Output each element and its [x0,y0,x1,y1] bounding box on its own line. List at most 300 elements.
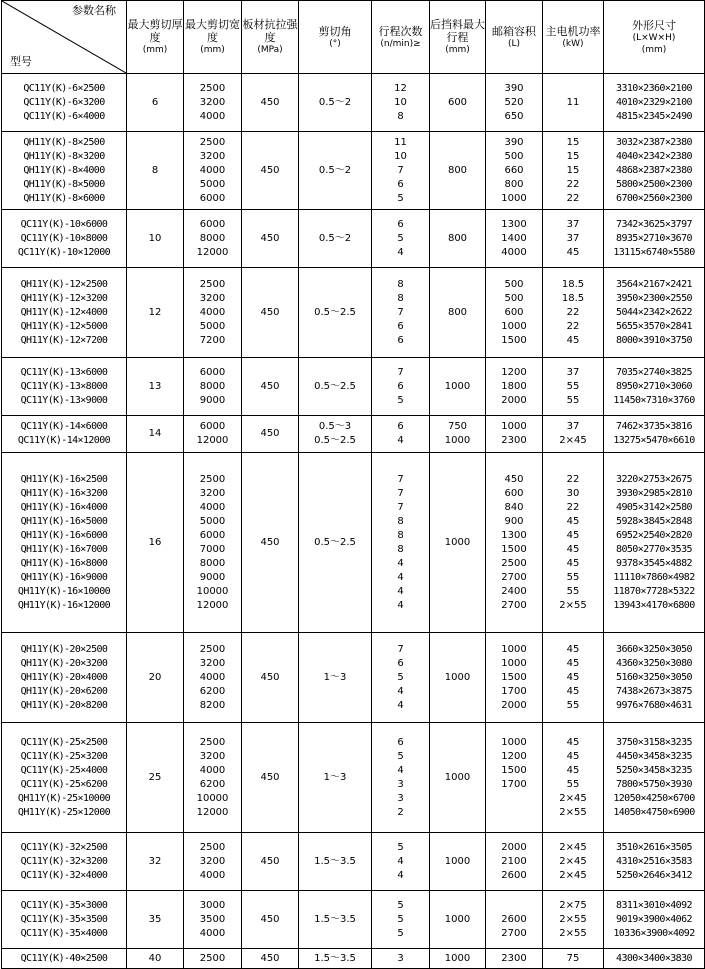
width-cell-line: 3200 [199,855,226,867]
model-cell [2,416,127,453]
model-cell-line: QH11Y(K)-16×2500 [20,473,108,485]
thickness-cell: 12 [127,268,184,358]
header-thickness: 最大剪切厚度 (mm) [127,1,184,74]
tank-cell-line: 2400 [501,585,527,597]
header-corner [2,1,127,74]
angle-cell [299,74,372,132]
backgauge-cell [430,723,486,833]
tank-cell-line: 900 [504,515,524,527]
model-cell-line: QH11Y(K)-8×6000 [23,192,105,204]
model-cell-line: QH11Y(K)-20×8200 [20,699,108,711]
model-cell-line: QH11Y(K)-12×2500 [20,278,108,290]
strength-cell: 450 [242,891,299,949]
strokes-cell [372,633,430,723]
strokes-cell-line: 6 [397,421,404,432]
strokes-cell-line: 3 [397,792,404,804]
table-row [2,723,705,833]
model-cell-line: QC11Y(K)-32×3200 [20,855,108,867]
width-cell-line: 2500 [199,643,226,655]
dims-cell-line: 11870×7728×5322 [613,585,695,597]
dims-cell [604,74,705,132]
dims-cell-line: 4310×2516×3583 [616,855,692,867]
tank-cell-line: 2500 [501,557,527,569]
backgauge-cell-line: 1000 [444,435,471,446]
strokes-cell-line: 8 [397,278,404,290]
strokes-cell-line: 5 [397,671,404,683]
thickness-cell: 14 [127,416,184,453]
width-cell-line: 3200 [199,657,226,669]
angle-cell-line: 0.5～2 [318,96,352,108]
tank-cell-line: 1700 [501,778,527,790]
strokes-cell-line: 4 [397,685,404,697]
angle-cell [299,949,372,969]
model-cell-line: QC11Y(K)-25×2500 [20,736,108,748]
width-cell-line: 7200 [199,334,226,346]
width-cell [184,268,242,358]
power-cell-line: 2×45 [559,841,587,853]
power-cell-line: 55 [566,699,580,711]
strokes-cell-line: 6 [397,334,404,346]
model-cell-line: QH11Y(K)-16×12000 [17,599,111,611]
dims-cell [604,416,705,453]
header-strokes: 行程次数 (n/min)≥ [372,1,430,74]
header-width: 最大剪切宽度 (mm) [184,1,242,74]
model-cell-line: QH11Y(K)-8×5000 [23,178,105,190]
strokes-cell-line: 7 [397,501,404,513]
strength-cell: 450 [242,633,299,723]
power-cell [543,633,604,723]
strokes-cell [372,453,430,633]
header-strength: 板材抗拉强度 (MPa) [242,1,299,74]
tank-cell-line: 600 [504,306,524,318]
tank-cell-line: 1000 [501,192,527,204]
tank-cell-line: 1000 [501,320,527,332]
strokes-cell-line: 4 [397,557,404,569]
table-row [2,74,705,132]
strokes-cell [372,210,430,268]
angle-cell [299,891,372,949]
tank-cell-line: 2700 [501,599,527,611]
strength-cell: 450 [242,132,299,210]
strokes-cell-line: 6 [397,657,404,669]
model-cell-line: QC11Y(K)-10×12000 [17,246,111,258]
backgauge-cell-line: 800 [447,164,468,176]
strokes-cell [372,416,430,453]
backgauge-cell-line: 750 [447,421,468,432]
angle-cell-line: 0.5～2.5 [314,380,356,392]
width-cell [184,949,242,969]
param-name-label: 参数名称 [72,4,116,17]
tank-cell-line: 2100 [501,855,527,867]
model-cell-line: QH11Y(K)-16×6000 [20,529,108,541]
power-cell-line: 2×45 [559,869,587,881]
model-cell-line: QH11Y(K)-16×10000 [17,585,111,597]
width-cell [184,453,242,633]
width-cell-line: 4000 [199,671,226,683]
power-cell-line: 22 [566,501,580,513]
model-cell-line: QH11Y(K)-20×2500 [20,643,108,655]
header-power: 主电机功率 (kW) [543,1,604,74]
angle-cell [299,723,372,833]
table-row [2,633,705,723]
strokes-cell-line: 7 [397,306,404,318]
model-cell-line: QH11Y(K)-16×8000 [20,557,108,569]
power-cell-line: 37 [566,366,580,378]
width-cell-line: 6200 [199,778,226,790]
power-cell-line: 45 [566,643,580,655]
power-cell-line: 18.5 [561,292,585,304]
model-cell-line: QC11Y(K)-35×4000 [20,927,108,939]
tank-cell-line: 450 [504,473,524,485]
strokes-cell-line: 4 [397,869,404,881]
model-cell [2,949,127,969]
strokes-cell-line: 6 [397,736,404,748]
strokes-cell-line: 4 [397,585,404,597]
strokes-cell [372,268,430,358]
dims-cell-line: 13275×5470×6610 [613,435,695,446]
strokes-cell [372,949,430,969]
dims-cell [604,453,705,633]
model-cell-line: QH11Y(K)-8×4000 [23,164,105,176]
tank-cell [486,891,543,949]
width-cell-line: 10000 [196,792,229,804]
power-cell-line: 45 [566,515,580,527]
backgauge-cell-line: 1000 [444,536,471,548]
width-cell-line: 6000 [199,529,226,541]
model-cell-line: QH11Y(K)-12×4000 [20,306,108,318]
dims-cell-line: 3510×2616×3505 [616,841,692,853]
tank-cell-line: 2000 [501,394,527,406]
dims-cell-line: 12050×4250×6700 [613,792,695,804]
dims-cell-line: 3930×2985×2810 [616,487,692,499]
backgauge-cell-line: 1000 [444,855,471,867]
power-cell-line: 45 [566,671,580,683]
tank-cell-line: 2700 [501,571,527,583]
power-cell-line: 75 [566,952,580,964]
tank-cell-line: 1300 [501,218,527,230]
width-cell [184,210,242,268]
strokes-cell-line: 7 [397,366,404,378]
backgauge-cell-line: 1000 [444,771,471,783]
tank-cell-line: 2000 [501,699,527,711]
table-body [2,74,705,969]
width-cell-line: 5000 [199,515,226,527]
tank-cell-line: 500 [504,278,524,290]
strokes-cell-line: 6 [397,218,404,230]
dims-cell [604,210,705,268]
angle-cell-line: 0.5～2 [318,232,352,244]
dims-cell-line: 7342×3625×3797 [616,218,692,230]
tank-cell-line: 2700 [501,927,527,939]
width-cell [184,891,242,949]
table-row [2,132,705,210]
dims-cell [604,891,705,949]
angle-cell-line: 0.5～2 [318,164,352,176]
power-cell-line: 2×55 [559,599,587,611]
dims-cell-line: 5250×2646×3412 [616,869,692,881]
angle-cell [299,132,372,210]
width-cell-line: 2500 [199,82,226,94]
model-cell-line: QH11Y(K)-20×6200 [20,685,108,697]
power-cell [543,891,604,949]
power-cell-line: 45 [566,685,580,697]
strokes-cell [372,891,430,949]
tank-cell-line: 2300 [501,435,527,446]
tank-cell [486,210,543,268]
tank-cell-line: 650 [504,110,524,122]
power-cell-line: 2×55 [559,806,587,818]
model-cell-line: QH11Y(K)-12×3200 [20,292,108,304]
tank-cell-line: 660 [504,164,524,176]
model-cell [2,833,127,891]
model-cell-line: QH11Y(K)-16×7000 [20,543,108,555]
power-cell-line: 37 [566,421,580,432]
dims-cell [604,132,705,210]
width-cell-line: 3000 [199,899,226,911]
width-cell-line: 12000 [196,599,229,611]
table-row [2,833,705,891]
angle-cell [299,453,372,633]
header-backgauge: 后挡料最大行程 (mm) [430,1,486,74]
dims-cell-line: 3032×2387×2380 [616,136,692,148]
dims-cell-line: 3310×2360×2100 [616,82,692,94]
model-cell-line: QH11Y(K)-12×5000 [20,320,108,332]
power-cell-line: 2×45 [559,792,587,804]
dims-cell-line: 9976×7680×4631 [616,699,692,711]
angle-cell-line: 0.5～2.5 [314,536,356,548]
dims-cell-line: 6700×2560×2300 [616,192,692,204]
strokes-cell-line: 11 [394,136,407,148]
model-cell-line: QC11Y(K)-6×3200 [23,96,105,108]
power-cell-line: 22 [566,192,580,204]
model-cell-line: QC11Y(K)-13×9000 [20,394,108,406]
thickness-cell: 13 [127,358,184,416]
dims-cell-line: 14050×4750×6900 [613,806,695,818]
tank-cell-line: 500 [504,150,524,162]
strokes-cell-line: 4 [397,571,404,583]
backgauge-cell-line: 1000 [444,952,471,964]
tank-cell-line: 1000 [501,643,527,655]
strokes-cell-line: 12 [394,82,407,94]
dims-cell-line: 5044×2342×2622 [616,306,692,318]
power-cell-line: 2×45 [559,435,587,446]
strokes-cell-line: 5 [397,232,404,244]
width-cell-line: 7000 [199,543,226,555]
model-cell-line: QC11Y(K)-6×4000 [23,110,105,122]
strokes-cell-line: 7 [397,643,404,655]
model-cell [2,723,127,833]
backgauge-cell [430,633,486,723]
power-cell-line: 22 [566,178,580,190]
backgauge-cell [430,833,486,891]
tank-cell-line: 390 [504,82,524,94]
angle-cell [299,833,372,891]
backgauge-cell-line: 600 [447,96,468,108]
width-cell-line: 12000 [196,246,229,258]
strokes-cell-line: 4 [397,435,404,446]
model-cell-line: QH11Y(K)-8×3200 [23,150,105,162]
width-cell [184,833,242,891]
model-cell [2,453,127,633]
power-cell-line: 2×75 [559,899,587,911]
dims-cell-line: 4040×2342×2380 [616,150,692,162]
width-cell-line: 4000 [199,501,226,513]
dims-cell-line: 7462×3735×3816 [616,421,692,432]
strength-cell: 450 [242,833,299,891]
tank-cell-line: 390 [504,136,524,148]
backgauge-cell [430,268,486,358]
power-cell-line: 55 [566,380,580,392]
model-cell-line: QC11Y(K)-35×3500 [20,913,108,925]
tank-cell-line: 2600 [501,913,527,925]
power-cell [543,132,604,210]
power-cell-line: 2×55 [559,927,587,939]
model-cell-line: QC11Y(K)-40×2500 [20,952,108,964]
thickness-cell: 6 [127,74,184,132]
width-cell [184,416,242,453]
thickness-cell: 25 [127,723,184,833]
strength-cell: 450 [242,453,299,633]
tank-cell-line [486,806,542,820]
strokes-cell [372,74,430,132]
strokes-cell-line: 4 [397,764,404,776]
model-cell [2,210,127,268]
dims-cell-line: 4905×3142×2580 [616,501,692,513]
tank-cell [486,358,543,416]
power-cell [543,949,604,969]
width-cell-line: 3200 [199,292,226,304]
tank-cell-line: 500 [504,292,524,304]
dims-cell-line: 4010×2329×2100 [616,96,692,108]
dims-cell [604,949,705,969]
model-cell [2,633,127,723]
angle-cell [299,633,372,723]
strokes-cell-line: 10 [394,96,407,108]
strokes-cell [372,132,430,210]
thickness-cell: 10 [127,210,184,268]
width-cell-line: 2500 [199,278,226,290]
width-cell-line: 4000 [199,110,226,122]
strokes-cell-line: 4 [397,699,404,711]
width-cell-line: 12000 [196,806,229,818]
width-cell-line: 3200 [199,150,226,162]
power-cell-line: 45 [566,557,580,569]
dims-cell-line: 5250×3458×3235 [616,764,692,776]
model-cell-line: QH11Y(K)-16×4000 [20,501,108,513]
power-cell [543,358,604,416]
dims-cell-line: 5160×3250×3050 [616,671,692,683]
angle-cell-line: 0.5～2.5 [314,306,356,318]
thickness-cell: 35 [127,891,184,949]
tank-cell-line: 1700 [501,685,527,697]
tank-cell-line: 1300 [501,529,527,541]
strokes-cell-line: 8 [397,110,404,122]
width-cell-line: 3200 [199,487,226,499]
dims-cell-line: 3750×3158×3235 [616,736,692,748]
dims-cell-line: 8311×3010×4092 [616,899,692,911]
tank-cell-line: 1000 [501,657,527,669]
tank-cell-line [486,792,542,806]
backgauge-cell [430,132,486,210]
dims-cell-line: 4300×3400×3830 [616,952,692,964]
dims-cell-line: 9378×3545×4882 [616,557,692,569]
dims-cell-line: 9019×3900×4062 [616,913,692,925]
strokes-cell-line: 4 [397,855,404,867]
angle-cell [299,210,372,268]
dims-cell-line: 8050×2770×3535 [616,543,692,555]
width-cell-line: 6000 [199,192,226,204]
backgauge-cell [430,891,486,949]
strength-cell: 450 [242,74,299,132]
strokes-cell-line: 7 [397,487,404,499]
strokes-cell-line: 4 [397,246,404,258]
power-cell-line: 45 [566,764,580,776]
tank-cell-line: 1500 [501,543,527,555]
dims-cell-line: 10336×3900×4092 [613,927,695,939]
dims-cell-line: 7438×2673×3875 [616,685,692,697]
power-cell-line: 2×55 [559,913,587,925]
angle-cell-line: 0.5～2.5 [314,435,356,446]
width-cell-line: 3200 [199,96,226,108]
strokes-cell-line: 6 [397,320,404,332]
power-cell-line: 45 [566,543,580,555]
width-cell-line: 9000 [199,394,226,406]
tank-cell-line: 1400 [501,232,527,244]
power-cell [543,723,604,833]
power-cell-line: 15 [566,164,580,176]
strength-cell: 450 [242,723,299,833]
dims-cell-line: 8950×2710×3060 [616,380,692,392]
dims-cell-line: 11450×7310×3760 [613,394,695,406]
dims-cell-line: 4815×2345×2490 [616,110,692,122]
tank-cell-line: 1500 [501,671,527,683]
angle-cell-line: 1～3 [323,771,347,783]
width-cell-line: 2500 [199,473,226,485]
model-cell [2,132,127,210]
tank-cell-line: 2600 [501,869,527,881]
width-cell-line: 2500 [199,736,226,748]
model-cell-line: QC11Y(K)-10×8000 [20,232,108,244]
spec-table [1,0,705,969]
strokes-cell-line: 10 [394,150,407,162]
strokes-cell-line: 7 [397,473,404,485]
tank-cell-line: 520 [504,96,524,108]
dims-cell-line: 3660×3250×3050 [616,643,692,655]
tank-cell-line: 1800 [501,380,527,392]
tank-cell-line: 1000 [501,736,527,748]
tank-cell [486,833,543,891]
tank-cell-line: 1200 [501,366,527,378]
angle-cell [299,416,372,453]
width-cell-line: 6000 [199,366,226,378]
dims-cell-line: 3220×2753×2675 [616,473,692,485]
backgauge-cell [430,358,486,416]
strokes-cell-line: 8 [397,515,404,527]
thickness-cell: 32 [127,833,184,891]
dims-cell-line: 8000×3910×3750 [616,334,692,346]
header-dims: 外形尺寸 (L×W×H) (mm) [604,1,705,74]
width-cell-line: 4000 [199,164,226,176]
dims-cell-line: 5928×3845×2848 [616,515,692,527]
model-cell-line: QC11Y(K)-13×8000 [20,380,108,392]
width-cell-line: 10000 [196,585,229,597]
strokes-cell-line: 5 [397,750,404,762]
strokes-cell [372,723,430,833]
power-cell [543,833,604,891]
power-cell-line: 18.5 [561,278,585,290]
power-cell-line: 15 [566,136,580,148]
model-cell-line: QC11Y(K)-25×4000 [20,764,108,776]
